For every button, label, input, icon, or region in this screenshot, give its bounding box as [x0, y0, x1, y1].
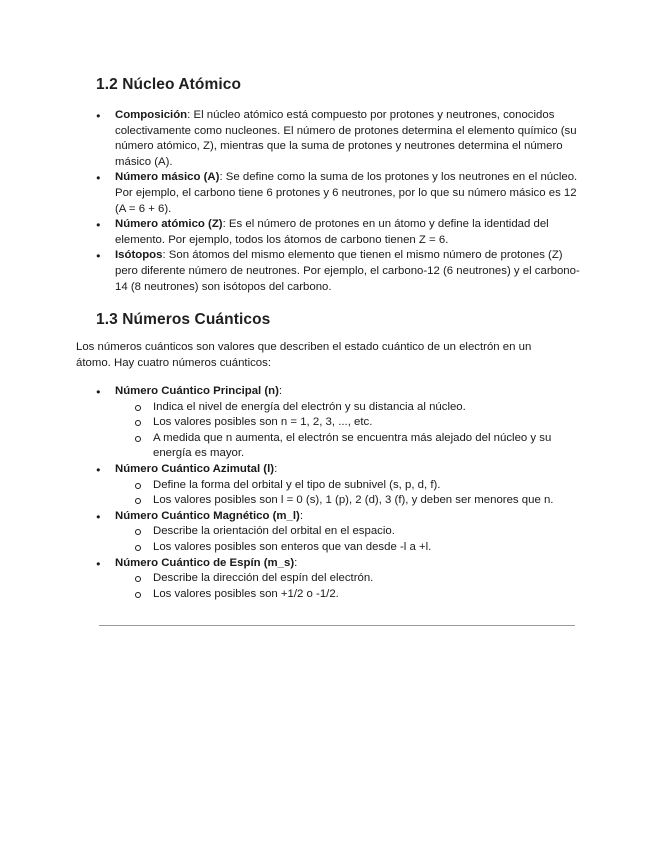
term-suffix: :: [278, 385, 283, 397]
term-label: Isótopos: [115, 249, 163, 262]
sub-list-item: Indica el nivel de energía del electrón y su distancia al núcleo.: [115, 400, 581, 416]
term-description: : Se define como la suma de los protones y los neutrones en el núcleo. Por ejemplo, el carbono tiene 6 protones y 6 neutrones, por lo que su número másico es 12 (A = 6 + 6).: [115, 171, 578, 215]
sub-list: [115, 400, 581, 462]
term-label: Número Cuántico Principal (n): [115, 385, 279, 397]
sub-list-item: Los valores posibles son enteros que van desde -l a +l.: [115, 540, 581, 556]
sub-list-item: Define la forma del orbital y el tipo de subnivel (s, p, d, f).: [115, 478, 581, 494]
term-label: Número Cuántico Azimutal (l): [115, 462, 275, 475]
term-label: Número Cuántico Magnético (m_l): [115, 509, 300, 522]
term-label: Composición: [115, 109, 188, 121]
term-description: : El núcleo atómico está compuesto por protones y neutrones, conocidos colectivamente como nucleones. El número de protones determina el elemento químico (su número atómico, Z), mientras que la suma de protones y neutrones determina el número másico (A).: [115, 109, 577, 168]
section-heading-nucleo-atomico: 1.2 Núcleo Atómico: [96, 76, 242, 93]
sub-list-item: Los valores posibles son l = 0 (s), 1 (p), 2 (d), 3 (f), y deben ser menores que n.: [115, 493, 581, 509]
list-item-composicion: [96, 108, 581, 170]
list-item-espin: [96, 556, 581, 603]
term-suffix: :: [274, 462, 278, 475]
term-suffix: :: [299, 509, 303, 522]
sub-list: [115, 571, 581, 602]
list-item-numero-atomico: [96, 217, 581, 248]
term-label: Número másico (A): [115, 171, 220, 184]
sub-list-item: Describe la orientación del orbital en el espacio.: [115, 524, 581, 540]
sub-list: [115, 524, 581, 555]
list-item-isotopos: [96, 248, 581, 295]
sub-list-item: Los valores posibles son +1/2 o -1/2.: [115, 587, 581, 603]
list-item-numero-masico: [96, 170, 581, 217]
horizontal-divider: [99, 625, 575, 626]
list-item-magnetico: [96, 509, 581, 556]
section-heading-numeros-cuanticos: 1.3 Números Cuánticos: [96, 311, 271, 328]
list-item-principal: [96, 384, 581, 462]
term-label: Número Cuántico de Espín (m_s): [115, 556, 295, 569]
sub-list-item: Describe la dirección del espín del electrón.: [115, 571, 581, 587]
term-description: : Son átomos del mismo elemento que tienen el mismo número de protones (Z) pero diferente número de neutrones. Por ejemplo, el carbono-12 (6 neutrones) y el carbono-14 (8 neutrones) son isótopos del carbono.: [115, 249, 580, 293]
sub-list-item: Los valores posibles son n = 1, 2, 3, ..., etc.: [115, 415, 581, 431]
quantum-numbers-list: [96, 384, 581, 602]
list-item-azimutal: [96, 462, 581, 509]
term-description: : Es el número de protones en un átomo y define la identidad del elemento. Por ejemplo, todos los átomos de carbono tienen Z = 6.: [115, 218, 549, 246]
sub-list-item: A medida que n aumenta, el electrón se encuentra más alejado del núcleo y su energía es mayor.: [115, 431, 581, 462]
nucleo-bullet-list: [96, 108, 581, 295]
term-label: Número atómico (Z): [115, 218, 223, 231]
sub-list: [115, 478, 581, 509]
intro-paragraph: Los números cuánticos son valores que describen el estado cuántico de un electrón en un átomo. Hay cuatro números cuánticos:: [76, 341, 532, 369]
term-suffix: :: [294, 556, 298, 569]
